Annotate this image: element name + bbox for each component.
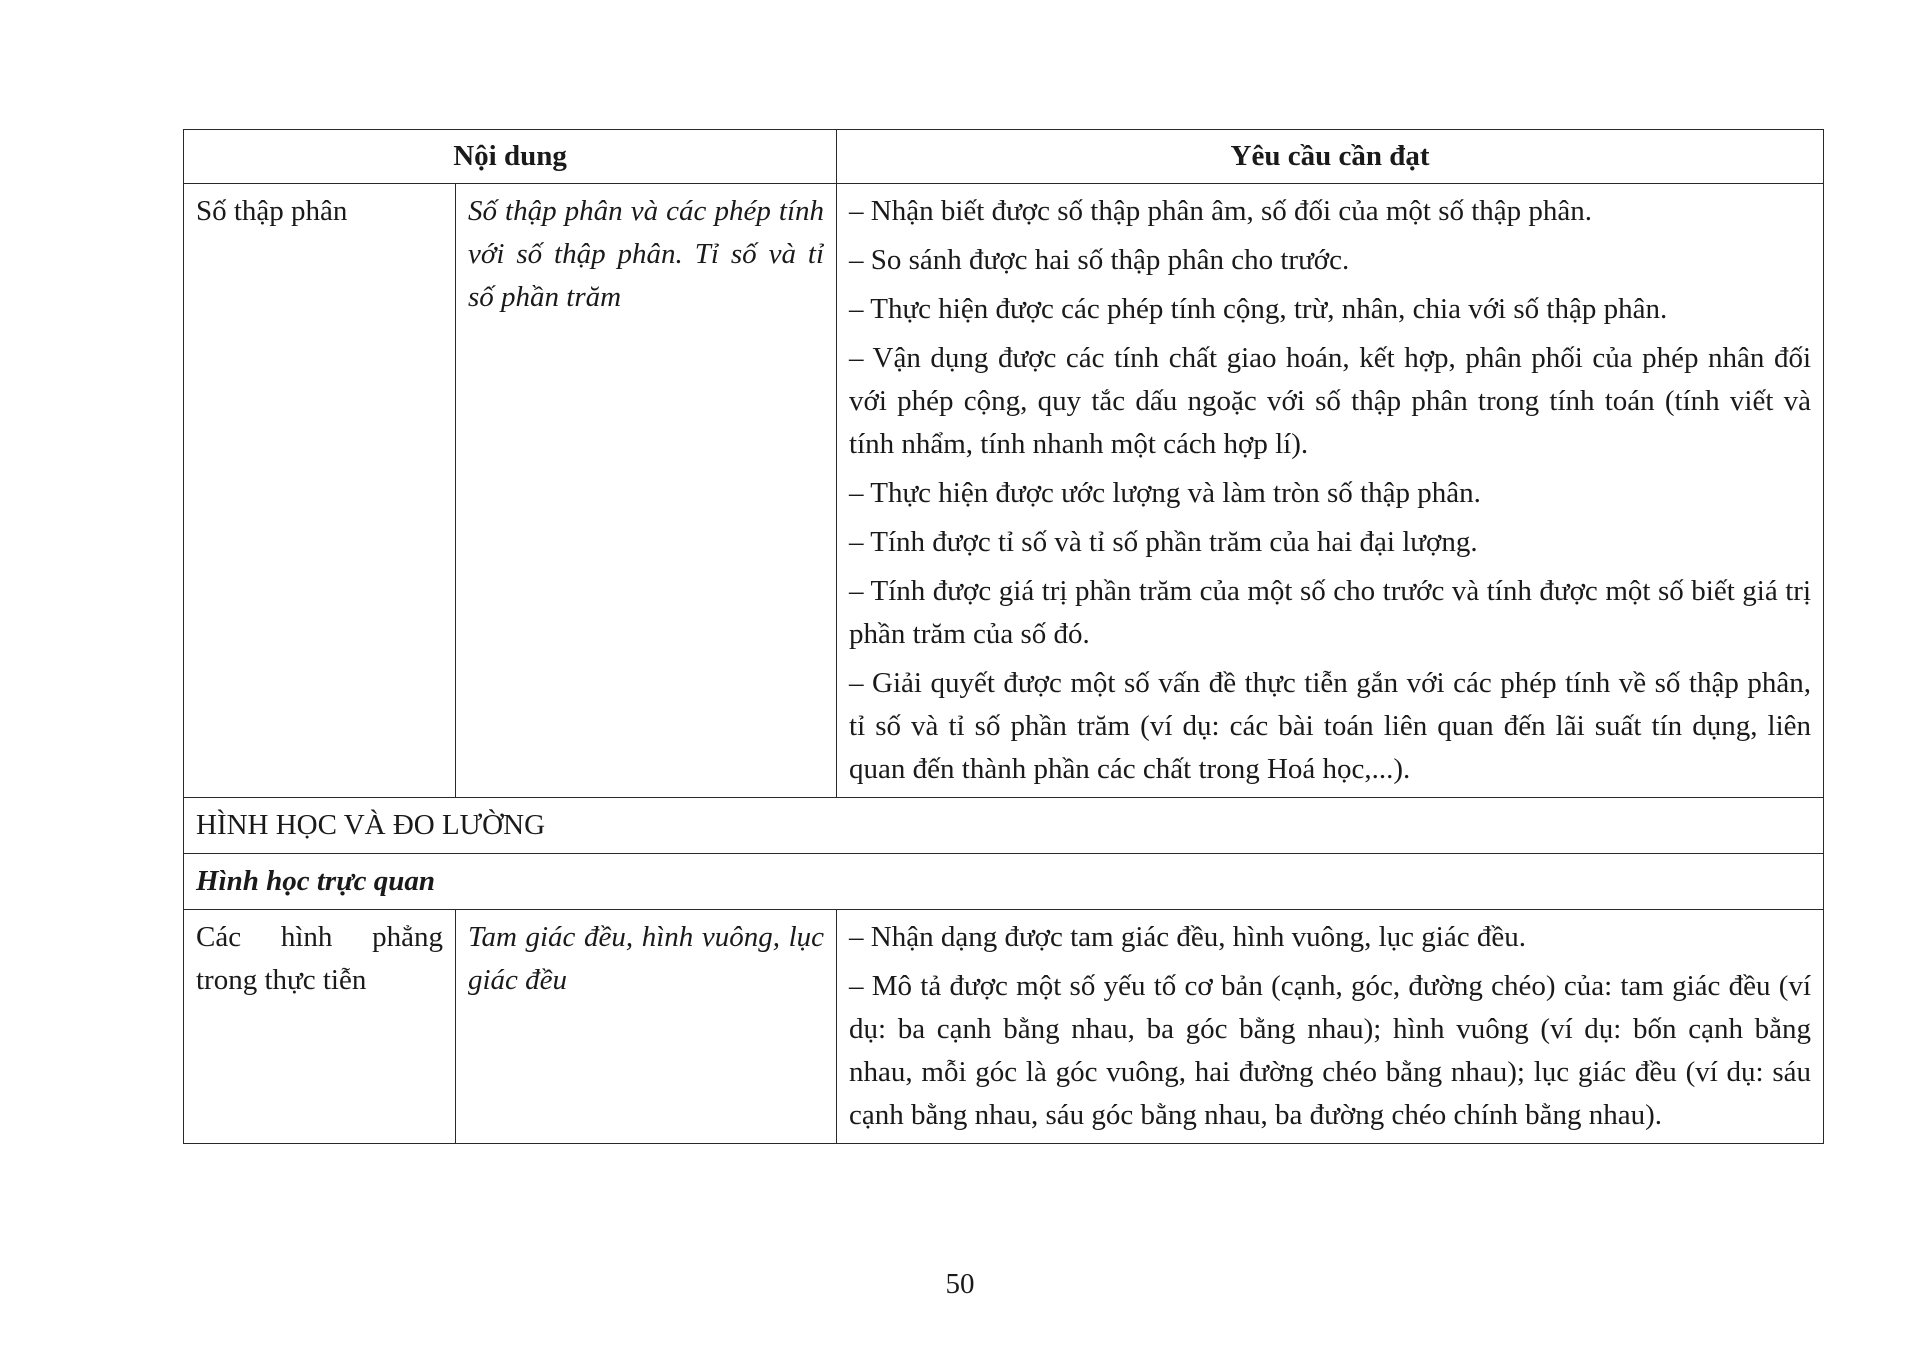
list-item: – Thực hiện được các phép tính cộng, trừ, nhân, chia với số thập phân.	[849, 293, 1668, 325]
requirements-shapes	[837, 910, 1824, 1144]
table-row-decimal	[184, 184, 1824, 798]
topic-decimal: Số thập phân	[184, 184, 456, 798]
topic-shapes: Các hình phẳng trong thực tiễn	[184, 910, 456, 1144]
subtopic-decimal: Số thập phân và các phép tính với số thập phân. Tỉ số và tỉ số phần trăm	[456, 184, 837, 798]
table-header-row	[184, 130, 1824, 184]
subtopic-shapes: Tam giác đều, hình vuông, lục giác đều	[456, 910, 837, 1144]
page-number: 50	[945, 1268, 975, 1300]
curriculum-table	[183, 129, 1824, 1144]
requirements-decimal	[837, 184, 1824, 798]
list-item: – Tính được tỉ số và tỉ số phần trăm của hai đại lượng.	[849, 526, 1478, 558]
list-item: – Nhận dạng được tam giác đều, hình vuông, lục giác đều.	[849, 921, 1526, 953]
requirements-list-shapes	[849, 916, 1811, 1137]
list-item: – Tính được giá trị phần trăm của một số cho trước và tính được một số biết giá trị phần trăm của số đó.	[849, 575, 1812, 650]
table-row-subsection	[184, 854, 1824, 910]
list-item: – So sánh được hai số thập phân cho trước.	[849, 244, 1350, 276]
list-item: – Vận dụng được các tính chất giao hoán, kết hợp, phân phối của phép nhân đối với phép cộng, quy tắc dấu ngoặc với số thập phân trong tính toán (tính viết và tính nhẩm, tính nhanh một cách hợp lí).	[849, 342, 1812, 460]
table-row-shapes	[184, 910, 1824, 1144]
subsection-heading: Hình học trực quan	[184, 854, 1824, 910]
section-heading: HÌNH HỌC VÀ ĐO LƯỜNG	[184, 798, 1824, 854]
list-item: – Giải quyết được một số vấn đề thực tiễn gắn với các phép tính về số thập phân, tỉ số và tỉ số phần trăm (ví dụ: các bài toán liên quan đến lãi suất tín dụng, liên quan đến thành phần các chất trong Hoá học,...).	[849, 667, 1812, 785]
header-requirements: Yêu cầu cần đạt	[837, 130, 1824, 184]
table-row-section	[184, 798, 1824, 854]
header-content: Nội dung	[184, 130, 837, 184]
list-item: – Thực hiện được ước lượng và làm tròn số thập phân.	[849, 477, 1481, 509]
requirements-list-decimal	[849, 190, 1811, 791]
list-item: – Nhận biết được số thập phân âm, số đối của một số thập phân.	[849, 195, 1593, 227]
list-item: – Mô tả được một số yếu tố cơ bản (cạnh, góc, đường chéo) của: tam giác đều (ví dụ: ba cạnh bằng nhau, ba góc bằng nhau); hình vuông (ví dụ: bốn cạnh bằng nhau, mỗi góc là góc vuông, hai đường chéo bằng nhau); lục giác đều (ví dụ: sáu cạnh bằng nhau, sáu góc bằng nhau, ba đường chéo chính bằng nhau).	[849, 970, 1812, 1131]
